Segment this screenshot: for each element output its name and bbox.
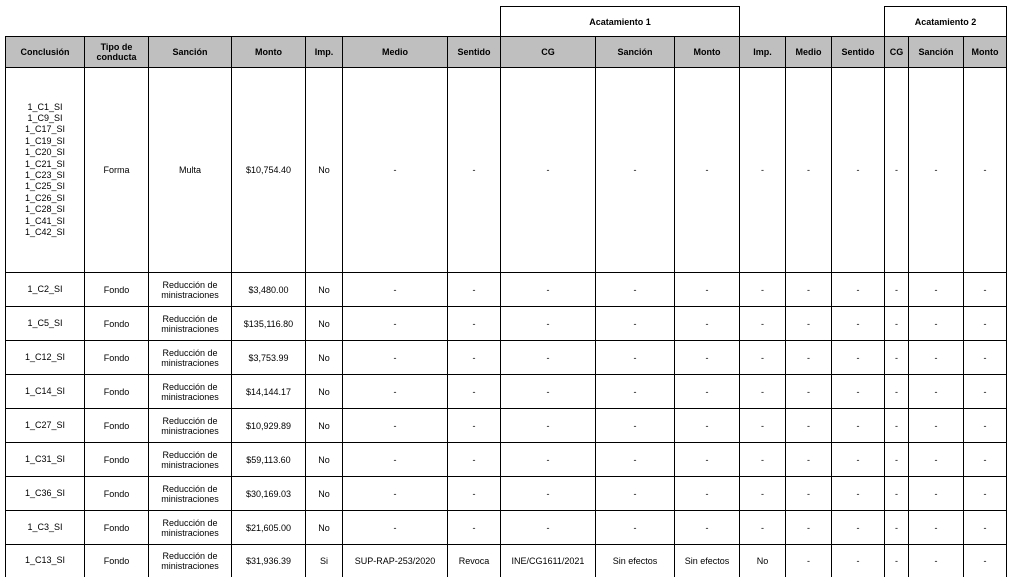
cell-tipo-conducta: Fondo (85, 511, 149, 545)
table-row (6, 341, 1007, 375)
cell-sentido: - (448, 375, 501, 409)
cell-imp: No (306, 409, 343, 443)
conclusion-id: 1_C41_SI (24, 215, 66, 226)
cell-conclusion (6, 375, 85, 409)
col-header-monto: Monto (232, 37, 306, 68)
cell-sancion-2: - (909, 341, 964, 375)
table-row (6, 307, 1007, 341)
cell-imp: No (306, 443, 343, 477)
col-header-cg-2: CG (885, 37, 909, 68)
conclusion-id: 1_C27_SI (24, 419, 66, 430)
cell-tipo-conducta: Fondo (85, 341, 149, 375)
cell-tipo-conducta: Fondo (85, 545, 149, 578)
cell-monto-2: - (964, 341, 1007, 375)
cell-sancion-2: - (909, 545, 964, 578)
col-header-imp-2: Imp. (740, 37, 786, 68)
conclusion-id: 1_C31_SI (24, 453, 66, 464)
cell-cg-2: - (885, 443, 909, 477)
cell-tipo-conducta: Fondo (85, 477, 149, 511)
table-row (6, 443, 1007, 477)
cell-monto: $31,936.39 (232, 545, 306, 578)
cell-monto: $3,753.99 (232, 341, 306, 375)
cell-cg-1: - (501, 511, 596, 545)
cell-medio: - (343, 409, 448, 443)
col-header-medio: Medio (343, 37, 448, 68)
cell-imp: No (306, 307, 343, 341)
table-row (6, 409, 1007, 443)
cell-imp: No (306, 477, 343, 511)
conclusion-id: 1_C13_SI (24, 555, 66, 566)
cell-monto-1: - (675, 511, 740, 545)
conclusion-id: 1_C28_SI (24, 204, 66, 215)
cell-tipo-conducta: Fondo (85, 443, 149, 477)
conclusion-id: 1_C2_SI (27, 283, 63, 294)
cell-cg-2: - (885, 409, 909, 443)
cell-sancion: Reducción de ministraciones (149, 307, 232, 341)
cell-conclusion (6, 409, 85, 443)
cell-monto: $59,113.60 (232, 443, 306, 477)
cell-cg-2: - (885, 545, 909, 578)
cell-sancion-2: - (909, 273, 964, 307)
conclusion-id: 1_C20_SI (24, 147, 66, 158)
conclusion-id: 1_C17_SI (24, 124, 66, 135)
cell-sancion: Reducción de ministraciones (149, 443, 232, 477)
cell-cg-1: - (501, 375, 596, 409)
group-header-acatamiento-1: Acatamiento 1 (501, 7, 740, 37)
conclusion-id: 1_C3_SI (27, 521, 63, 532)
cell-cg-2: - (885, 477, 909, 511)
cell-medio-2: - (786, 307, 832, 341)
cell-monto-2: - (964, 273, 1007, 307)
cell-sancion-1: - (596, 307, 675, 341)
group-header-blank (6, 7, 501, 37)
cell-imp-2: - (740, 341, 786, 375)
cell-sancion-1: - (596, 409, 675, 443)
cell-cg-1: - (501, 68, 596, 273)
cell-sentido: - (448, 477, 501, 511)
cell-imp-2: - (740, 477, 786, 511)
cell-monto-1: - (675, 375, 740, 409)
cell-cg-1: - (501, 477, 596, 511)
cell-medio: - (343, 307, 448, 341)
column-header-row (6, 37, 1007, 68)
cell-imp-2: - (740, 511, 786, 545)
cell-sancion-1: - (596, 375, 675, 409)
cell-sentido-2: - (832, 409, 885, 443)
cell-sentido: - (448, 511, 501, 545)
cell-sancion: Reducción de ministraciones (149, 409, 232, 443)
group-header-acatamiento-2: Acatamiento 2 (885, 7, 1007, 37)
cell-conclusion (6, 511, 85, 545)
cell-cg-1: INE/CG1611/2021 (501, 545, 596, 578)
conclusion-id: 1_C14_SI (24, 385, 66, 396)
cell-monto-2: - (964, 545, 1007, 578)
cell-sancion: Reducción de ministraciones (149, 477, 232, 511)
cell-sentido-2: - (832, 273, 885, 307)
cell-conclusion (6, 307, 85, 341)
cell-medio-2: - (786, 545, 832, 578)
table-row (6, 545, 1007, 578)
cell-conclusion (6, 545, 85, 578)
cell-imp-2: - (740, 409, 786, 443)
cell-sentido-2: - (832, 375, 885, 409)
cell-monto-2: - (964, 307, 1007, 341)
cell-tipo-conducta: Fondo (85, 307, 149, 341)
cell-sentido: - (448, 273, 501, 307)
cell-sentido-2: - (832, 511, 885, 545)
cell-monto-1: - (675, 443, 740, 477)
cell-imp-2: - (740, 273, 786, 307)
cell-tipo-conducta: Forma (85, 68, 149, 273)
cell-sentido: - (448, 307, 501, 341)
cell-medio: - (343, 68, 448, 273)
cell-sentido-2: - (832, 545, 885, 578)
cell-medio-2: - (786, 341, 832, 375)
col-header-sancion-2: Sanción (909, 37, 964, 68)
cell-sentido-2: - (832, 443, 885, 477)
cell-medio-2: - (786, 511, 832, 545)
cell-monto: $30,169.03 (232, 477, 306, 511)
cell-monto-1: - (675, 307, 740, 341)
cell-medio: - (343, 443, 448, 477)
cell-cg-2: - (885, 341, 909, 375)
cell-monto-2: - (964, 375, 1007, 409)
cell-sancion-1: Sin efectos (596, 545, 675, 578)
cell-monto-2: - (964, 409, 1007, 443)
cell-imp: No (306, 68, 343, 273)
col-header-tipo-conducta: Tipo de conducta (85, 37, 149, 68)
cell-monto-1: - (675, 341, 740, 375)
table-row (6, 273, 1007, 307)
cell-monto-2: - (964, 511, 1007, 545)
cell-monto: $10,929.89 (232, 409, 306, 443)
table-row (6, 68, 1007, 273)
col-header-sancion: Sanción (149, 37, 232, 68)
cell-monto-2: - (964, 477, 1007, 511)
cell-conclusion (6, 341, 85, 375)
cell-sancion-1: - (596, 273, 675, 307)
cell-monto: $3,480.00 (232, 273, 306, 307)
col-header-sentido-2: Sentido (832, 37, 885, 68)
cell-cg-2: - (885, 273, 909, 307)
cell-monto-1: - (675, 273, 740, 307)
cell-sentido: - (448, 68, 501, 273)
cell-sancion-1: - (596, 511, 675, 545)
cell-sancion-2: - (909, 307, 964, 341)
cell-cg-1: - (501, 443, 596, 477)
cell-monto-1: Sin efectos (675, 545, 740, 578)
cell-cg-1: - (501, 341, 596, 375)
cell-sancion: Reducción de ministraciones (149, 511, 232, 545)
cell-medio-2: - (786, 409, 832, 443)
cell-sancion: Reducción de ministraciones (149, 375, 232, 409)
cell-sentido: - (448, 409, 501, 443)
cell-sancion-2: - (909, 68, 964, 273)
cell-sancion-1: - (596, 477, 675, 511)
cell-medio: - (343, 477, 448, 511)
cell-monto: $10,754.40 (232, 68, 306, 273)
cell-tipo-conducta: Fondo (85, 409, 149, 443)
cell-sentido: - (448, 443, 501, 477)
cell-monto-1: - (675, 68, 740, 273)
cell-imp: No (306, 375, 343, 409)
cell-medio-2: - (786, 68, 832, 273)
cell-medio-2: - (786, 443, 832, 477)
cell-sancion-2: - (909, 443, 964, 477)
cell-imp-2: - (740, 443, 786, 477)
cell-conclusion (6, 443, 85, 477)
cell-cg-1: - (501, 273, 596, 307)
cell-sentido-2: - (832, 68, 885, 273)
cell-medio-2: - (786, 477, 832, 511)
conclusion-id: 1_C5_SI (27, 317, 63, 328)
cell-cg-1: - (501, 307, 596, 341)
cell-medio: - (343, 273, 448, 307)
conclusion-id: 1_C12_SI (24, 351, 66, 362)
cell-medio: - (343, 341, 448, 375)
conclusion-id: 1_C9_SI (27, 112, 63, 123)
col-header-sentido: Sentido (448, 37, 501, 68)
cell-sentido: - (448, 341, 501, 375)
cell-monto-1: - (675, 477, 740, 511)
cell-sancion: Reducción de ministraciones (149, 545, 232, 578)
cell-conclusion (6, 273, 85, 307)
table-row (6, 375, 1007, 409)
col-header-sancion-1: Sanción (596, 37, 675, 68)
cell-sancion-1: - (596, 68, 675, 273)
col-header-imp: Imp. (306, 37, 343, 68)
cell-conclusion (6, 477, 85, 511)
cell-medio: - (343, 375, 448, 409)
cell-medio-2: - (786, 273, 832, 307)
conclusion-id: 1_C25_SI (24, 181, 66, 192)
cell-cg-2: - (885, 307, 909, 341)
cell-sentido-2: - (832, 307, 885, 341)
cell-sancion: Reducción de ministraciones (149, 341, 232, 375)
cell-sentido-2: - (832, 477, 885, 511)
conclusion-id: 1_C36_SI (24, 487, 66, 498)
cell-sancion-2: - (909, 511, 964, 545)
cell-sancion: Multa (149, 68, 232, 273)
cell-cg-2: - (885, 375, 909, 409)
cell-sentido-2: - (832, 341, 885, 375)
conclusion-id: 1_C23_SI (24, 170, 66, 180)
cell-medio: SUP-RAP-253/2020 (343, 545, 448, 578)
col-header-cg-1: CG (501, 37, 596, 68)
cell-monto: $21,605.00 (232, 511, 306, 545)
cell-sancion-2: - (909, 409, 964, 443)
cell-monto-2: - (964, 443, 1007, 477)
group-header-blank (740, 7, 885, 37)
cell-imp-2: - (740, 68, 786, 273)
cell-imp: No (306, 273, 343, 307)
conclusion-id: 1_C26_SI (24, 192, 66, 203)
cell-cg-1: - (501, 409, 596, 443)
cell-monto: $135,116.80 (232, 307, 306, 341)
cell-sancion-2: - (909, 375, 964, 409)
cell-cg-2: - (885, 68, 909, 273)
group-header-row (6, 7, 1007, 37)
cell-monto-1: - (675, 409, 740, 443)
cell-imp-2: - (740, 375, 786, 409)
cell-sancion: Reducción de ministraciones (149, 273, 232, 307)
cell-imp: Si (306, 545, 343, 578)
cell-monto: $14,144.17 (232, 375, 306, 409)
cell-medio: - (343, 511, 448, 545)
conclusion-id: 1_C19_SI (24, 135, 66, 146)
table-row (6, 511, 1007, 545)
cell-imp: No (306, 341, 343, 375)
cell-imp: No (306, 511, 343, 545)
col-header-conclusion: Conclusión (6, 37, 85, 68)
cell-tipo-conducta: Fondo (85, 273, 149, 307)
conclusion-id: 1_C42_SI (24, 227, 66, 238)
col-header-monto-2: Monto (964, 37, 1007, 68)
cell-monto-2: - (964, 68, 1007, 273)
cell-medio-2: - (786, 375, 832, 409)
cell-sancion-1: - (596, 443, 675, 477)
cell-imp-2: - (740, 307, 786, 341)
col-header-monto-1: Monto (675, 37, 740, 68)
conclusion-id: 1_C1_SI (27, 101, 63, 112)
cell-sancion-1: - (596, 341, 675, 375)
conclusion-id: 1_C21_SI (24, 158, 66, 169)
cell-sancion-2: - (909, 477, 964, 511)
cell-cg-2: - (885, 511, 909, 545)
cell-imp-2: No (740, 545, 786, 578)
col-header-medio-2: Medio (786, 37, 832, 68)
cell-tipo-conducta: Fondo (85, 375, 149, 409)
cell-conclusion (6, 68, 85, 273)
cell-sentido: Revoca (448, 545, 501, 578)
table-row (6, 477, 1007, 511)
resolution-table (5, 6, 1007, 577)
